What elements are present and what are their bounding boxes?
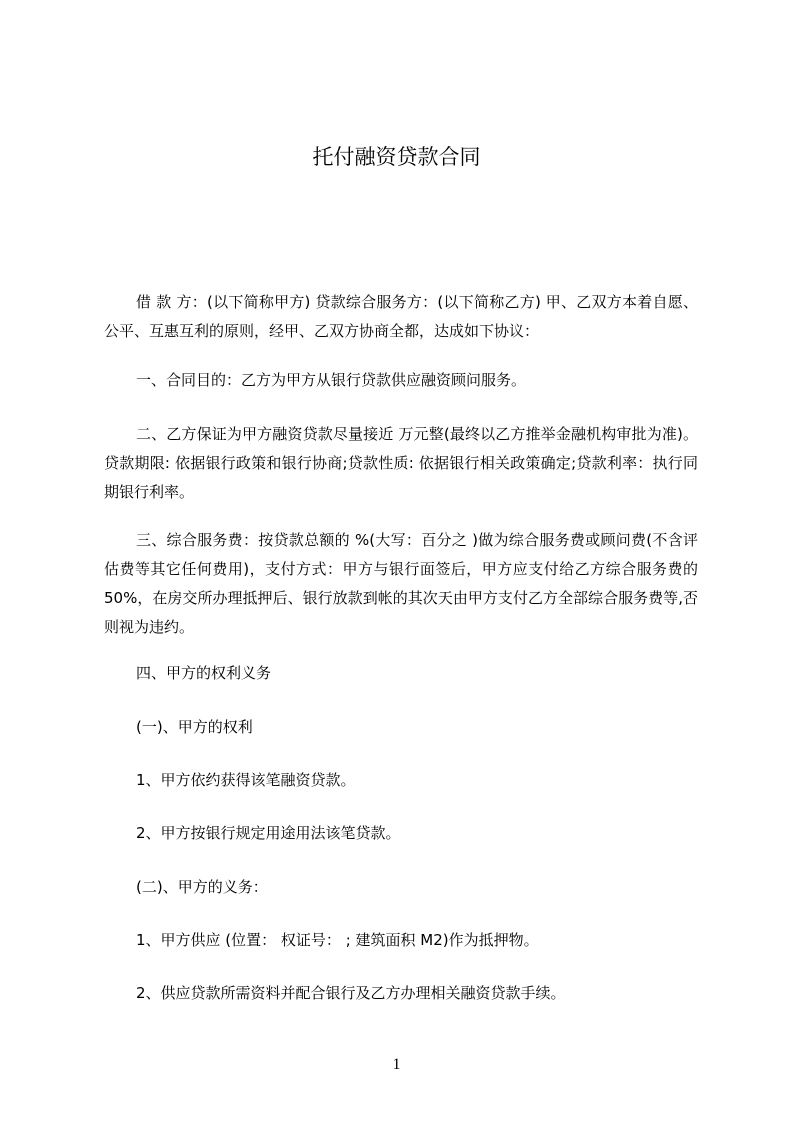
paragraph-service-fee: 三、综合服务费：按贷款总额的 %(大写：百分之 )做为综合服务费或顾问费(不含评估费等其它任何费用)，支付方式：甲方与银行面签后，甲方应支付给乙方综合服务费的50%，在房交所办理抵押后、银行放款到帐的其次天由甲方支付乙方全部综合服务费等,否则视为违约。 <box>104 531 698 636</box>
heading-party-a-rights-obligations: 四、甲方的权利义务 <box>136 664 272 682</box>
heading-party-a-rights: (一)、甲方的权利 <box>136 718 253 736</box>
document-title: 托付融资贷款合同 <box>312 145 481 169</box>
paragraph-purpose: 一、合同目的：乙方为甲方从银行贷款供应融资顾问服务。 <box>136 371 527 389</box>
page-number: 1 <box>392 1056 401 1073</box>
paragraph-loan-terms: 二、乙方保证为甲方融资贷款尽量接近 万元整(最终以乙方推举金融机构审批为准)。贷款期限: 依据银行政策和银行协商;贷款性质: 依据银行相关政策确定;贷款利率：执行同期银行利率。 <box>104 425 698 501</box>
list-item-obligation-2: 2、供应贷款所需资料并配合银行及乙方办理相关融资贷款手续。 <box>136 984 566 1002</box>
list-item-right-1: 1、甲方依约获得该笔融资贷款。 <box>136 771 356 789</box>
paragraph-preamble: 借 款 方：(以下简称甲方) 贷款综合服务方：(以下简称乙方) 甲、乙双方本着自愿、公平、互惠互利的原则，经甲、乙双方协商全都，达成如下协议： <box>104 293 698 340</box>
list-item-right-2: 2、甲方按银行规定用途用法该笔贷款。 <box>136 824 401 842</box>
heading-party-a-obligations: (二)、甲方的义务： <box>136 878 268 896</box>
list-item-obligation-1: 1、甲方供应 (位置： 权证号： ; 建筑面积 M2)作为抵押物。 <box>136 931 539 949</box>
